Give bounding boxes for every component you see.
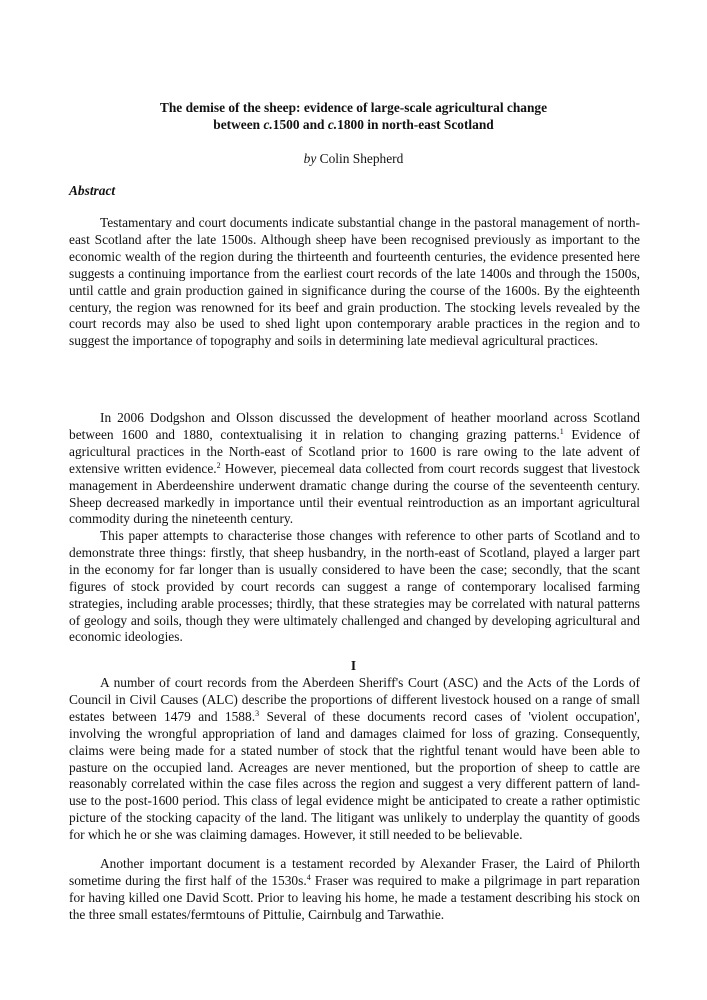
footnote-ref[interactable]: 2 (216, 460, 221, 470)
author-name: Colin Shepherd (319, 151, 404, 166)
circa-abbrev: c. (327, 117, 338, 132)
intro-paragraph-2: This paper attempts to characterise those changes with reference to other parts of Scotland and to demonstrate three things: firstly, that sheep husbandry, in the north-east of Scotland, played a larger part in the economy for far longer than is usually considered to have been the case; secondly, that the scant figures of stock provided by court records can suggest a range of contemporary localised farming strategies, including arable processes; thirdly, that these strategies may be correlated with natural patterns of geology and soils, though they were ultimately challenged and changed by developing agricultural and economic ideologies. (69, 528, 640, 645)
abstract-paragraph: Testamentary and court documents indicate substantial change in the pastoral management of north-east Scotland after the late 1500s. Although sheep have been recognised previously as important to the economic wealth of the region during the thirteenth and fourteenth centuries, the evidence presented here suggests a continuing importance from the earliest court records of the late 1400s and through the 1500s, until cattle and grain production gained in significance during the course of the 1600s. By the eighteenth century, the region was renowned for its beef and grain production. The stocking levels revealed by the court records may also be used to shed light upon contemporary arable practices in the region and to suggest the importance of topography and soils in determining late medieval agricultural practices. (69, 215, 640, 349)
title-line-2: between c.1500 and c.1800 in north-east Scotland (213, 117, 494, 132)
section-heading: I (350, 658, 357, 673)
author-byline (0, 150, 707, 167)
abstract-heading: Abstract (69, 183, 116, 198)
title-line-1: The demise of the sheep: evidence of large-scale agricultural change (159, 100, 548, 115)
intro-paragraph-1: In 2006 Dodgshon and Olsson discussed the development of heather moorland across Scotland between 1600 and 1880, contextualising it in relation to changing grazing patterns.$^1$ Evidence of agricultural practices in the North-east of Scotland prior to 1600 is rare owing to the late advent of extensive written evidence.$^2$ However, piecemeal data collected from court records suggest that livestock management in Aberdeenshire underwent dramatic change during the course of the seventeenth century. Sheep decreased markedly in importance until their eventual reintroduction as an important agricultural commodity during the nineteenth century. (69, 410, 641, 527)
footnote-ref[interactable]: 3 (255, 708, 260, 718)
circa-abbrev: c. (263, 117, 273, 132)
footnote-ref[interactable]: 4 (306, 872, 311, 882)
footnote-ref[interactable]: 1 (559, 426, 564, 436)
section-1-paragraph-2: Another important document is a testament recorded by Alexander Fraser, the Laird of Philorth sometime during the first half of the 1530s.$^4$ Fraser was required to make a pilgrimage in part reparation for having killed one David Scott. Prior to leaving his home, he made a testament describing his stock on the three small estates/fermtouns of Pittulie, Cairnbulg and Tarwathie. (69, 856, 640, 922)
section-1-paragraph-1: A number of court records from the Aberdeen Sheriff's Court (ASC) and the Acts of the Lords of Council in Civil Causes (ALC) describe the proportions of different livestock housed on a range of small estates between 1479 and 1588.$^3$ Several of these documents record cases of 'violent occupation', involving the wrongful appropriation of land and damages claimed for loss of grazing. Consequently, claims were being made for a stated number of stock that the rightful tenant would have been able to pasture on the occupied land. Acreages are never mentioned, but the proportion of sheep to cattle are reasonably correlated within the case files across the region and suggest a very different pattern of land-use to the post-1600 period. This class of legal evidence might be anticipated to create a rather optimistic picture of the stocking capacity of the land. The litigant was unlikely to underplay the quantity of goods for which he or she was claiming damages. However, it still needed to be believable. (69, 675, 640, 843)
paper-title (0, 99, 707, 133)
byline-by: by (303, 151, 317, 166)
